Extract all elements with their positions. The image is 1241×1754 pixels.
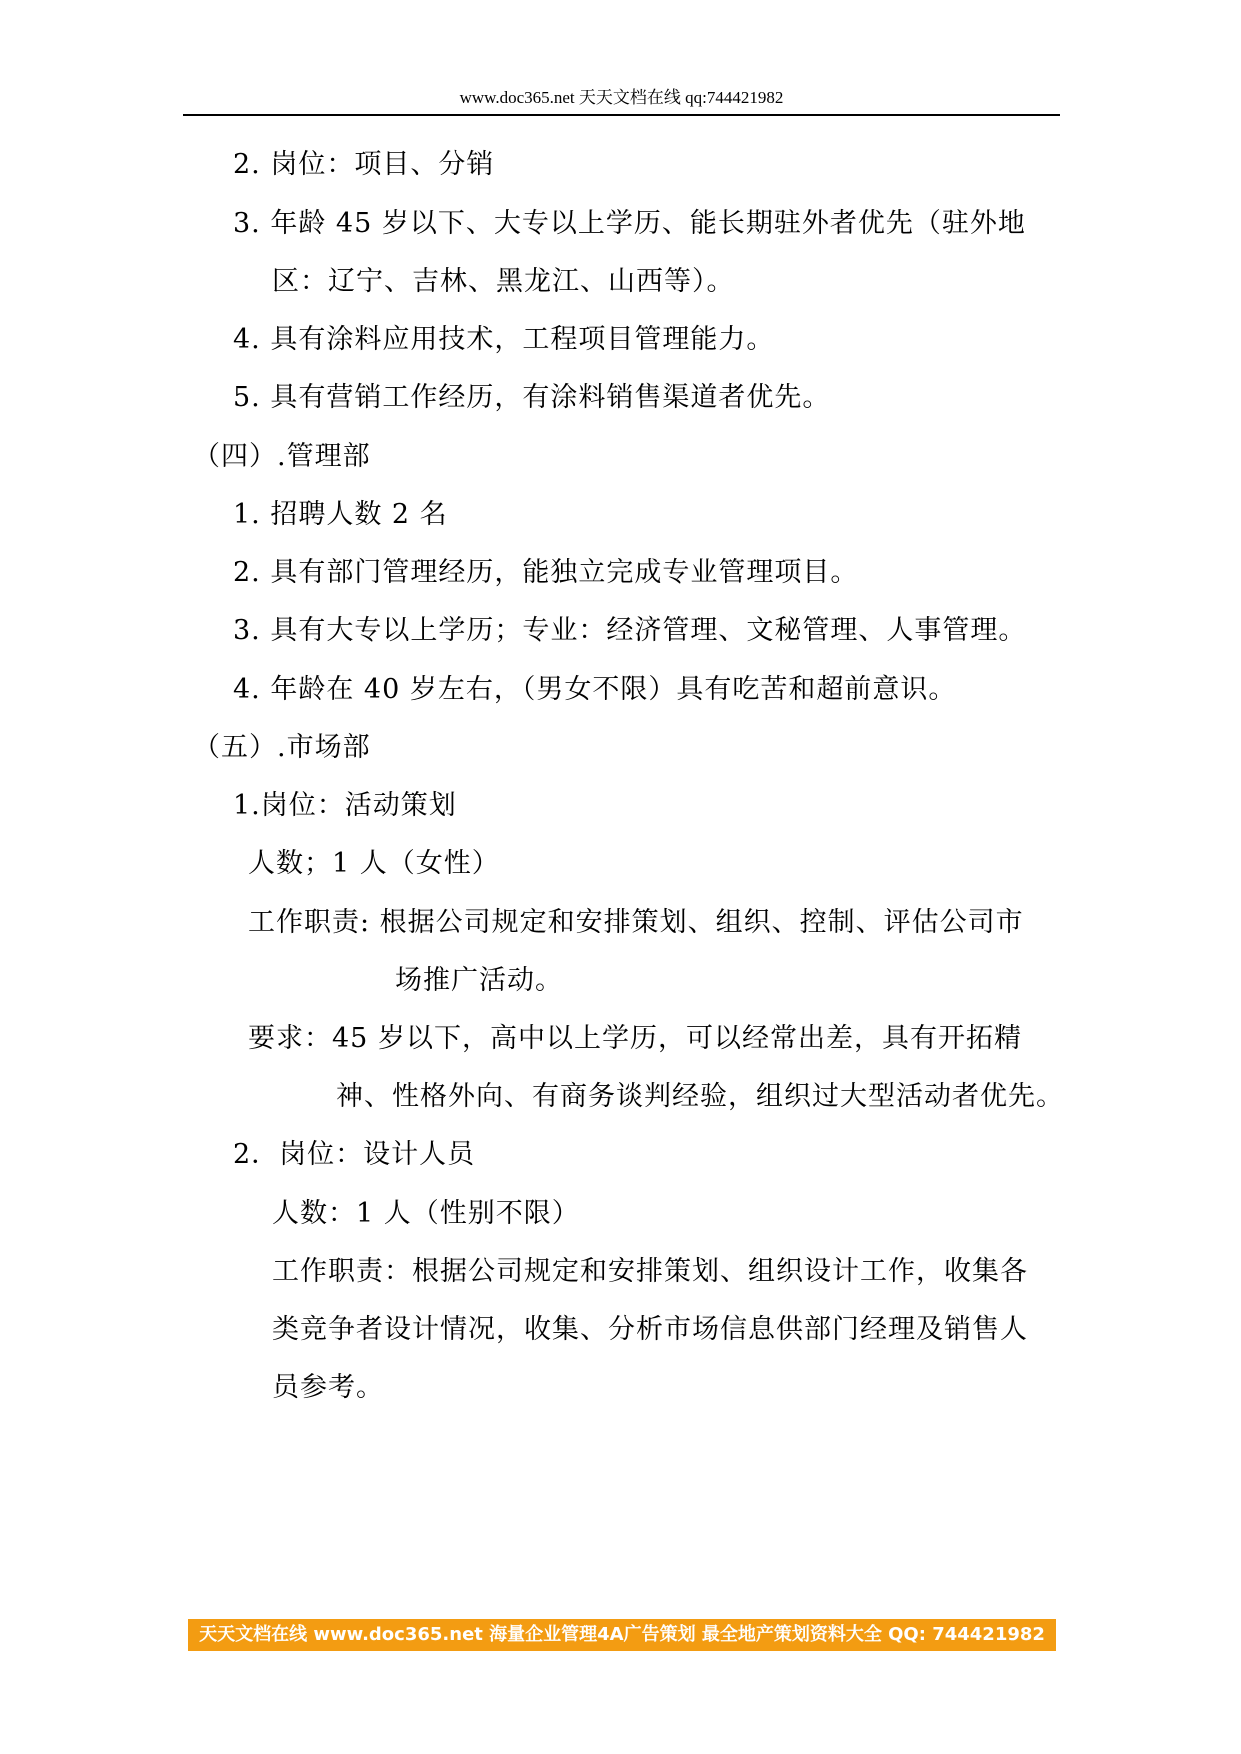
page-header: www.doc365.net 天天文档在线 qq:744421982	[459, 88, 784, 107]
body-line: 1.岗位：活动策划	[233, 790, 457, 821]
body-line: 3. 年龄 45 岁以下、大专以上学历、能长期驻外者优先（驻外地	[233, 208, 1026, 239]
body-line: 3. 具有大专以上学历；专业：经济管理、文秘管理、人事管理。	[233, 615, 1027, 646]
body-line: 人数；1 人（女性）	[248, 848, 500, 879]
body-line: 工作职责: 根据公司规定和安排策划、组织、控制、评估公司市	[248, 907, 1024, 938]
body-line: 要求：45 岁以下，高中以上学历，可以经常出差，具有开拓精	[248, 1023, 1022, 1054]
body-line: 2. 岗位：项目、分销	[233, 149, 495, 180]
body-line: 人数：1 人（性别不限）	[272, 1198, 580, 1229]
body-line: 神、性格外向、有商务谈判经验，组织过大型活动者优先。	[336, 1081, 1064, 1112]
body-line: 员参考。	[272, 1372, 384, 1403]
section-heading: （五）.市场部	[193, 732, 371, 763]
body-line: 工作职责：根据公司规定和安排策划、组织设计工作，收集各	[272, 1256, 1028, 1287]
body-line: 5. 具有营销工作经历，有涂料销售渠道者优先。	[233, 382, 831, 413]
body-line: 2. 具有部门管理经历，能独立完成专业管理项目。	[233, 557, 859, 588]
body-line: 4. 年龄在 40 岁左右，（男女不限）具有吃苦和超前意识。	[233, 674, 957, 705]
body-line: 4. 具有涂料应用技术，工程项目管理能力。	[233, 324, 775, 355]
body-line: 1. 招聘人数 2 名	[233, 499, 448, 530]
body-line: 区：辽宁、吉林、黑龙江、山西等）。	[272, 266, 735, 297]
body-line: 类竞争者设计情况，收集、分析市场信息供部门经理及销售人	[272, 1314, 1028, 1345]
header-divider	[183, 114, 1060, 116]
body-line: 场推广活动。	[395, 965, 563, 996]
body-line: 2．岗位：设计人员	[233, 1139, 476, 1170]
footer-banner: 天天文档在线 www.doc365.net 海量企业管理4A广告策划 最全地产策划资料大全 QQ: 744421982	[188, 1619, 1056, 1651]
section-heading: （四）.管理部	[193, 441, 371, 472]
